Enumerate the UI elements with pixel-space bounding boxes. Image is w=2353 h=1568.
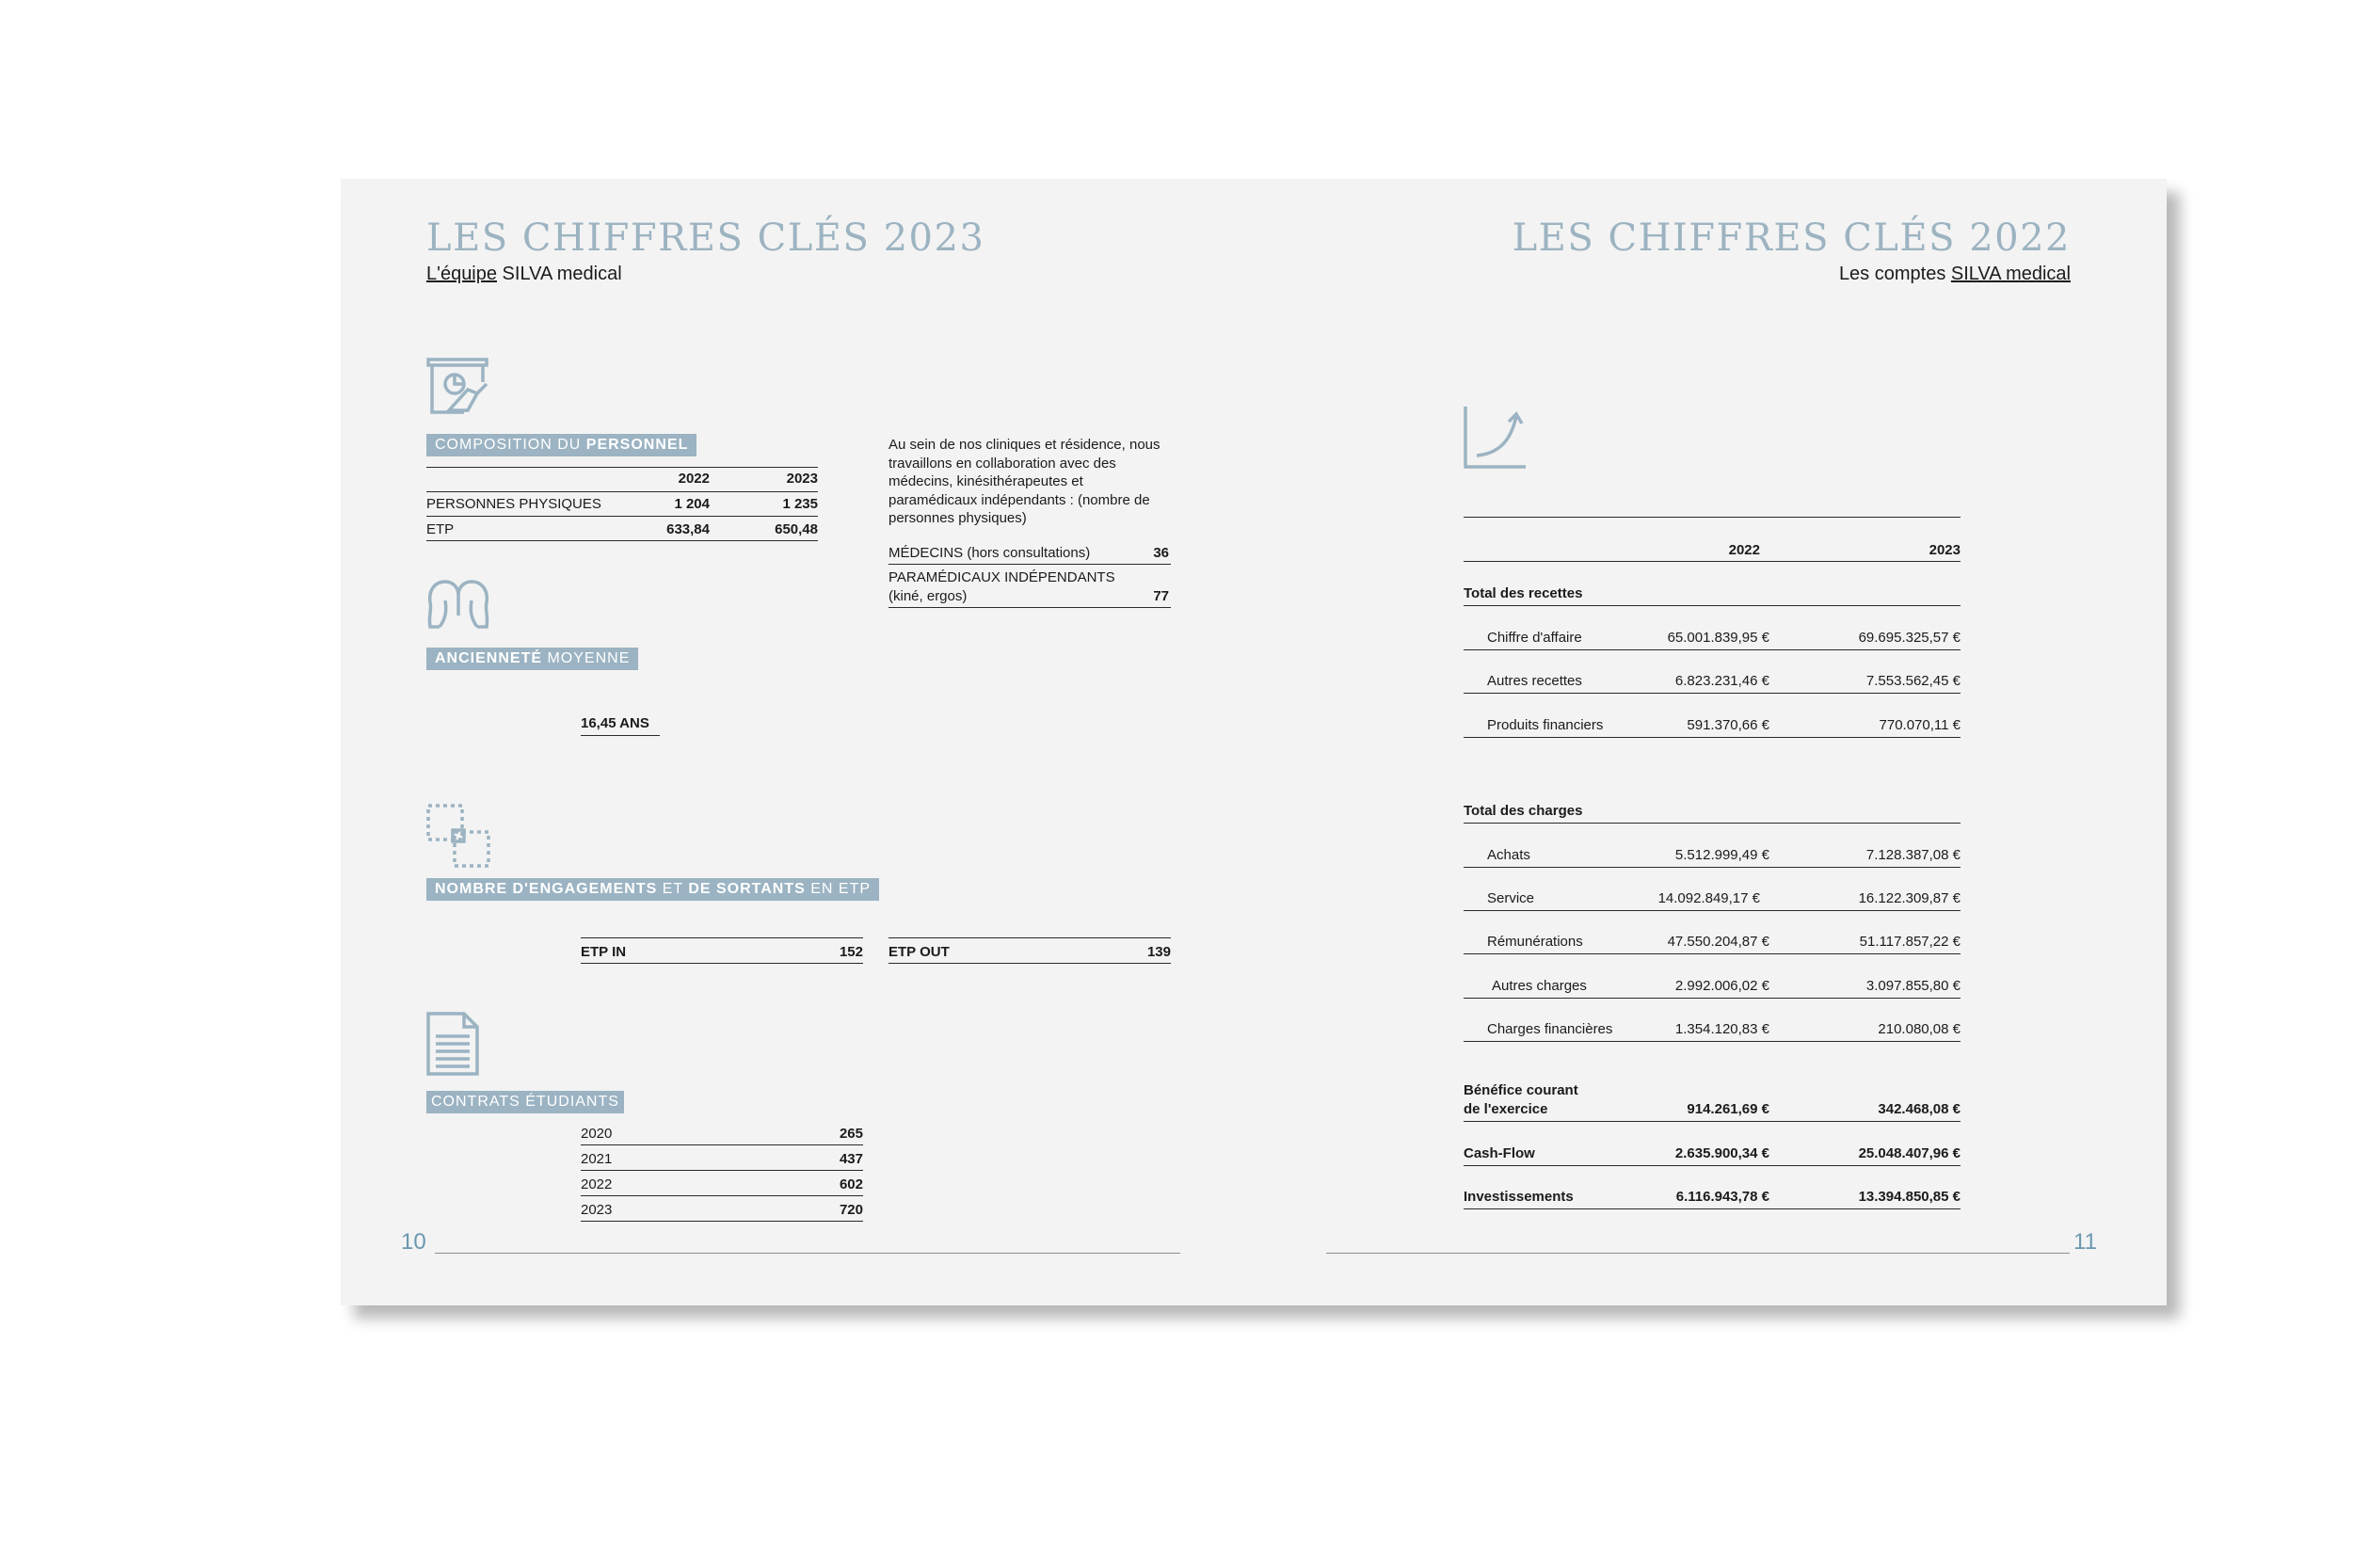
table-rule (1464, 517, 1961, 518)
table-rule (1464, 1041, 1961, 1042)
table-rule (581, 1170, 863, 1171)
page-number-right: 11 (2073, 1229, 2097, 1255)
footer-rule-right (1326, 1253, 2070, 1254)
table-rule (1464, 1165, 1961, 1166)
etudiants-value: 265 (839, 1126, 863, 1142)
charge-label: Achats (1487, 847, 1530, 863)
investissements-label: Investissements (1464, 1189, 1574, 1205)
table-rule (1464, 910, 1961, 911)
table-rule (1464, 867, 1961, 868)
cashflow-value-2022: 2.635.900,34 € (1674, 1145, 1769, 1161)
charge-value-2022: 47.550.204,87 € (1667, 934, 1769, 950)
charge-value-2023: 16.122.309,87 € (1858, 890, 1961, 906)
composition-year-2023: 2023 (786, 471, 818, 487)
recette-value-2023: 7.553.562,45 € (1865, 673, 1961, 689)
table-rule (1464, 737, 1961, 738)
etp-out-value: 139 (1146, 944, 1171, 960)
recette-value-2022: 591.370,66 € (1687, 717, 1769, 733)
table-rule (888, 963, 1171, 964)
recette-value-2023: 69.695.325,57 € (1858, 630, 1961, 646)
charge-value-2022: 2.992.006,02 € (1674, 978, 1769, 994)
charge-label: Rémunérations (1487, 934, 1583, 950)
medecins-value: 36 (1153, 545, 1169, 561)
presentation-chart-icon (426, 356, 490, 420)
paramedicaux-label: PARAMÉDICAUX INDÉPENDANTS (888, 569, 1115, 585)
document-icon (426, 1012, 479, 1076)
composition-row-value: 633,84 (666, 521, 710, 537)
paramedicaux-value: 77 (1153, 588, 1169, 604)
charge-value-2022: 14.092.849,17 € (1657, 890, 1760, 906)
benefice-value-2023: 342.468,08 € (1878, 1101, 1961, 1117)
value-rule (581, 735, 660, 736)
table-rule (1464, 953, 1961, 954)
charge-value-2023: 210.080,08 € (1878, 1021, 1961, 1037)
anciennete-badge: ANCIENNETÉ MOYENNE (426, 648, 638, 670)
collaboration-text: Au sein de nos cliniques et résidence, nous travaillons en collaboration avec des médecins, kinésithérapeutes et paramédicaux indépendants : (nombre de personnes physiques) (888, 437, 1160, 526)
footer-rule-left (435, 1253, 1180, 1254)
composition-row-value: 1 204 (674, 496, 710, 512)
table-rule (888, 564, 1171, 565)
recette-label: Chiffre d'affaire (1487, 630, 1582, 646)
table-rule (581, 1144, 863, 1145)
paramedicaux-sublabel: (kiné, ergos) (888, 588, 968, 604)
recette-value-2022: 65.001.839,95 € (1667, 630, 1769, 646)
composition-row-value: 650,48 (775, 521, 818, 537)
table-rule (888, 607, 1171, 608)
charge-value-2023: 7.128.387,08 € (1865, 847, 1961, 863)
cashflow-value-2023: 25.048.407,96 € (1858, 1145, 1961, 1161)
accounts-year-2023: 2023 (1929, 542, 1961, 558)
etudiants-year: 2021 (581, 1151, 613, 1167)
table-rule (1464, 1208, 1961, 1209)
composition-row-label: PERSONNES PHYSIQUES (426, 496, 601, 512)
recette-label: Produits financiers (1487, 717, 1604, 733)
benefice-value-2022: 914.261,69 € (1687, 1101, 1769, 1117)
composition-badge: COMPOSITION DU PERSONNEL (426, 434, 696, 456)
etudiants-year: 2023 (581, 1202, 613, 1218)
benefice-sublabel: de l'exercice (1464, 1101, 1548, 1117)
table-rule (1464, 693, 1961, 694)
engagements-badge: NOMBRE D'ENGAGEMENTS ET DE SORTANTS EN ETP (426, 878, 879, 901)
charge-label: Autres charges (1492, 978, 1587, 994)
anciennete-value: 16,45 ANS (581, 715, 649, 731)
table-rule (426, 491, 818, 492)
etudiants-value: 437 (839, 1151, 863, 1167)
medecins-label: MÉDECINS (hors consultations) (888, 545, 1091, 561)
table-rule (1464, 649, 1961, 650)
etudiants-year: 2020 (581, 1126, 613, 1142)
page-number-left: 10 (401, 1229, 426, 1255)
table-rule (426, 516, 818, 517)
recette-label: Autres recettes (1487, 673, 1582, 689)
composition-row-value: 1 235 (782, 496, 818, 512)
growth-curve-icon (1464, 407, 1528, 471)
table-rule (1464, 561, 1961, 562)
table-rule (581, 1221, 863, 1222)
people-profiles-icon (426, 578, 490, 631)
table-rule (581, 937, 863, 938)
composition-row-label: ETP (426, 521, 455, 537)
recette-value-2022: 6.823.231,46 € (1674, 673, 1769, 689)
table-rule (888, 937, 1171, 938)
cashflow-label: Cash-Flow (1464, 1145, 1535, 1161)
etudiants-badge: CONTRATS ÉTUDIANTS (426, 1091, 624, 1113)
brochure-spread (341, 179, 2167, 1305)
etudiants-year: 2022 (581, 1176, 613, 1192)
benefice-label: Bénéfice courant (1464, 1082, 1578, 1098)
table-rule (581, 963, 863, 964)
investissements-value-2022: 6.116.943,78 € (1675, 1189, 1769, 1205)
right-page-title: LES CHIFFRES CLÉS 2022 (1512, 216, 2071, 260)
left-page-subtitle: L'équipe SILVA medical (426, 264, 622, 284)
accounts-year-2022: 2022 (1728, 542, 1760, 558)
charge-value-2023: 3.097.855,80 € (1865, 978, 1961, 994)
charges-title: Total des charges (1464, 803, 1583, 819)
table-rule (1464, 823, 1961, 824)
investissements-value-2023: 13.394.850,85 € (1858, 1189, 1961, 1205)
recette-value-2023: 770.070,11 € (1879, 717, 1961, 733)
etudiants-value: 720 (839, 1202, 863, 1218)
transfer-squares-icon (426, 804, 490, 868)
etp-in-label: ETP IN (581, 944, 627, 960)
table-rule (426, 540, 818, 541)
recettes-title: Total des recettes (1464, 585, 1583, 601)
composition-year-2022: 2022 (678, 471, 710, 487)
table-rule (581, 1195, 863, 1196)
charge-value-2022: 1.354.120,83 € (1674, 1021, 1769, 1037)
charge-label: Service (1487, 890, 1535, 906)
table-rule (1464, 1121, 1961, 1122)
charge-value-2023: 51.117.857,22 € (1859, 934, 1961, 950)
etudiants-value: 602 (839, 1176, 863, 1192)
etp-in-value: 152 (839, 944, 863, 960)
table-rule (426, 467, 818, 468)
charge-value-2022: 5.512.999,49 € (1674, 847, 1769, 863)
left-page-title: LES CHIFFRES CLÉS 2023 (426, 216, 985, 260)
table-rule (1464, 998, 1961, 999)
charge-label: Charges financières (1487, 1021, 1613, 1037)
etp-out-label: ETP OUT (888, 944, 950, 960)
right-page-subtitle: Les comptes SILVA medical (1838, 264, 2071, 284)
table-rule (1464, 605, 1961, 606)
